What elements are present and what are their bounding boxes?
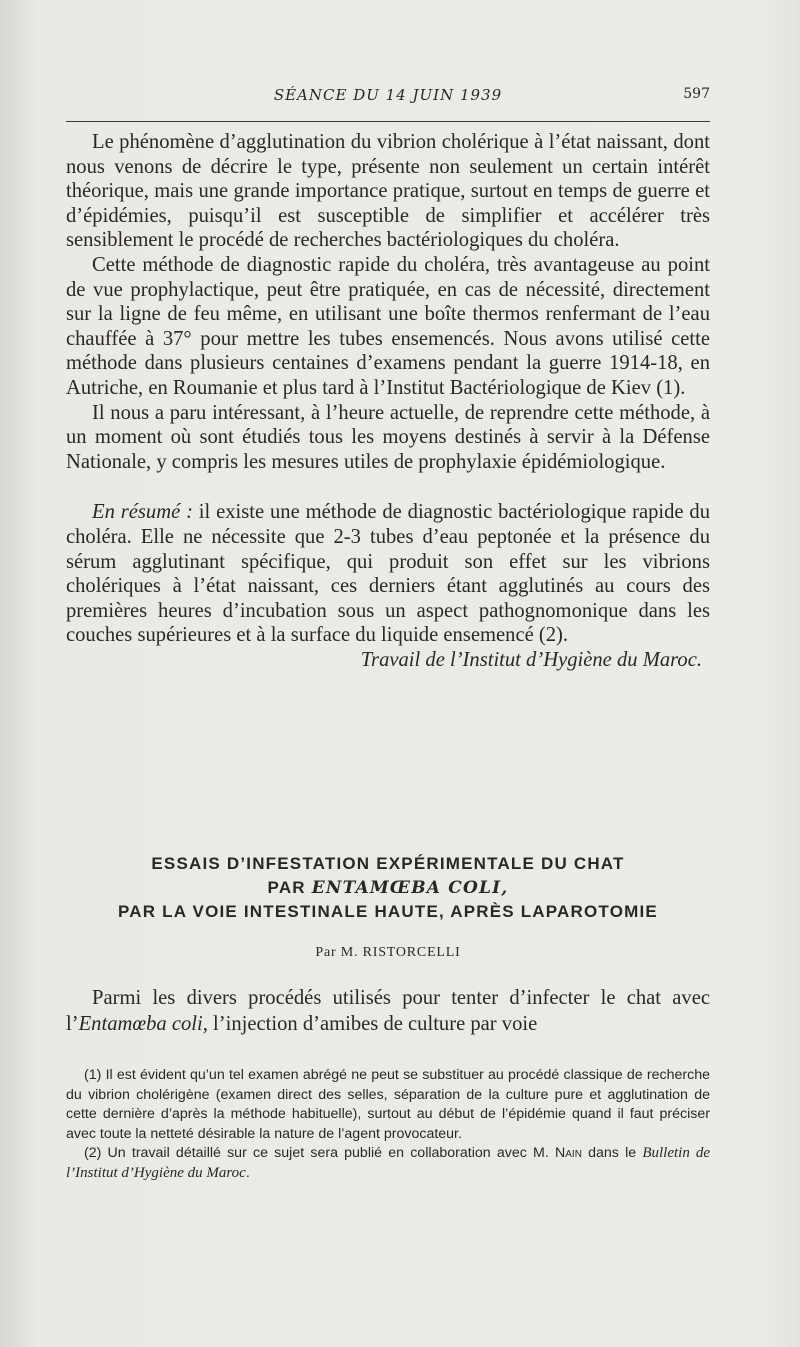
intro-text-2: , l’injection d’amibes de culture par voie (202, 1013, 538, 1035)
footnote-2 (66, 1144, 710, 1183)
running-title: SÉANCE DU 14 JUIN 1939 (273, 86, 503, 104)
intro-paragraph (66, 985, 710, 1037)
page-header (66, 80, 710, 120)
paragraph-gap (66, 474, 710, 500)
footnotes (66, 1066, 710, 1184)
article-intro (66, 985, 710, 1037)
footnote-2-prefix: (2) Un travail détaillé sur ce sujet sera publié en collaboration avec M. (84, 1145, 555, 1162)
header-rule (66, 121, 710, 122)
summary-label: En résumé : (92, 501, 193, 524)
article-title (66, 852, 710, 924)
footnote-1: (1) Il est évident qu’un tel examen abrégé ne peut se substituer au procédé classique de recherche du vibrion cholérigène (examen direct des selles, séparation de la culture pure et agglutination de cette dernière d’après la méthode habituelle), surtout au début de l’épidémie quand il faut préciser avec toute la netteté désirable la nature de l’agent provocateur. (66, 1067, 710, 1142)
footnote-2-mid: dans le (581, 1145, 643, 1162)
title-line-1: ESSAIS D’INFESTATION EXPÉRIMENTALE DU CHAT (151, 854, 625, 873)
intro-text-1: Parmi les divers procédés utilisés pour tenter d’infecter le chat avec l’ (66, 987, 710, 1035)
paragraph-3: Il nous a paru intéressant, à l’heure actuelle, de reprendre cette méthode, à un moment où sont étudiés tous les moyens destinés à servir à la Défense Nationale, y compris les mesures utiles de prophylaxie épidémiologique. (66, 401, 710, 473)
page-number: 597 (683, 86, 710, 102)
summary-paragraph (66, 500, 710, 648)
title-line-2-prefix: PAR (267, 878, 312, 897)
summary-text: il existe une méthode de diagnostic bactériologique rapide du choléra. Elle ne nécessite que 2-3 tubes d’eau peptonée et la présence du sérum agglutinant spécifique, qui produit son effet sur les vibrions cholériques à l’état naissant, ces derniers étant agglutinés au cours des premières heures d’incubation sous un aspect pathognomonique dans les couches supérieures et à la surface du liquide ensemencé (2). (66, 501, 710, 647)
article-author: Par M. RISTORCELLI (315, 945, 461, 960)
footnote-2-journal: Bulletin de l’Institut d’Hygiène du Maroc (66, 1145, 711, 1181)
previous-article-body (66, 130, 710, 672)
intro-species: Entamœba coli (78, 1013, 203, 1035)
footnote-2-name: Nain (555, 1145, 582, 1162)
title-species: ENTAMŒBA COLI, (311, 878, 509, 898)
institution-signature: Travail de l’Institut d’Hygiène du Maroc. (360, 648, 702, 671)
footnote-2-end: . (245, 1164, 250, 1181)
title-line-2 (66, 876, 710, 900)
title-line-3: PAR LA VOIE INTESTINALE HAUTE, APRÈS LAPAROTOMIE (118, 902, 658, 921)
paragraph-2: Cette méthode de diagnostic rapide du choléra, très avantageuse au point de vue prophylactique, peut être pratiquée, en cas de nécessité, directement sur la ligne de feu même, en utilisant une boîte thermos renfermant de l’eau chauffée à 37° pour mettre les tubes ensemencés. Nous avons utilisé cette méthode dans plusieurs centaines d’examens pendant la guerre 1914-18, en Autriche, en Roumanie et plus tard à l’Institut Bactériologique de Kiev (1). (66, 253, 710, 399)
paragraph-1: Le phénomène d’agglutination du vibrion cholérique à l’état naissant, dont nous venons de décrire le type, présente non seulement un certain intérêt théorique, mais une grande importance pratique, surtout en temps de guerre et d’épidémies, puisqu’il est susceptible de simplifier et accélérer très sensiblement le procédé de recherches bactériologiques du choléra. (66, 131, 710, 252)
